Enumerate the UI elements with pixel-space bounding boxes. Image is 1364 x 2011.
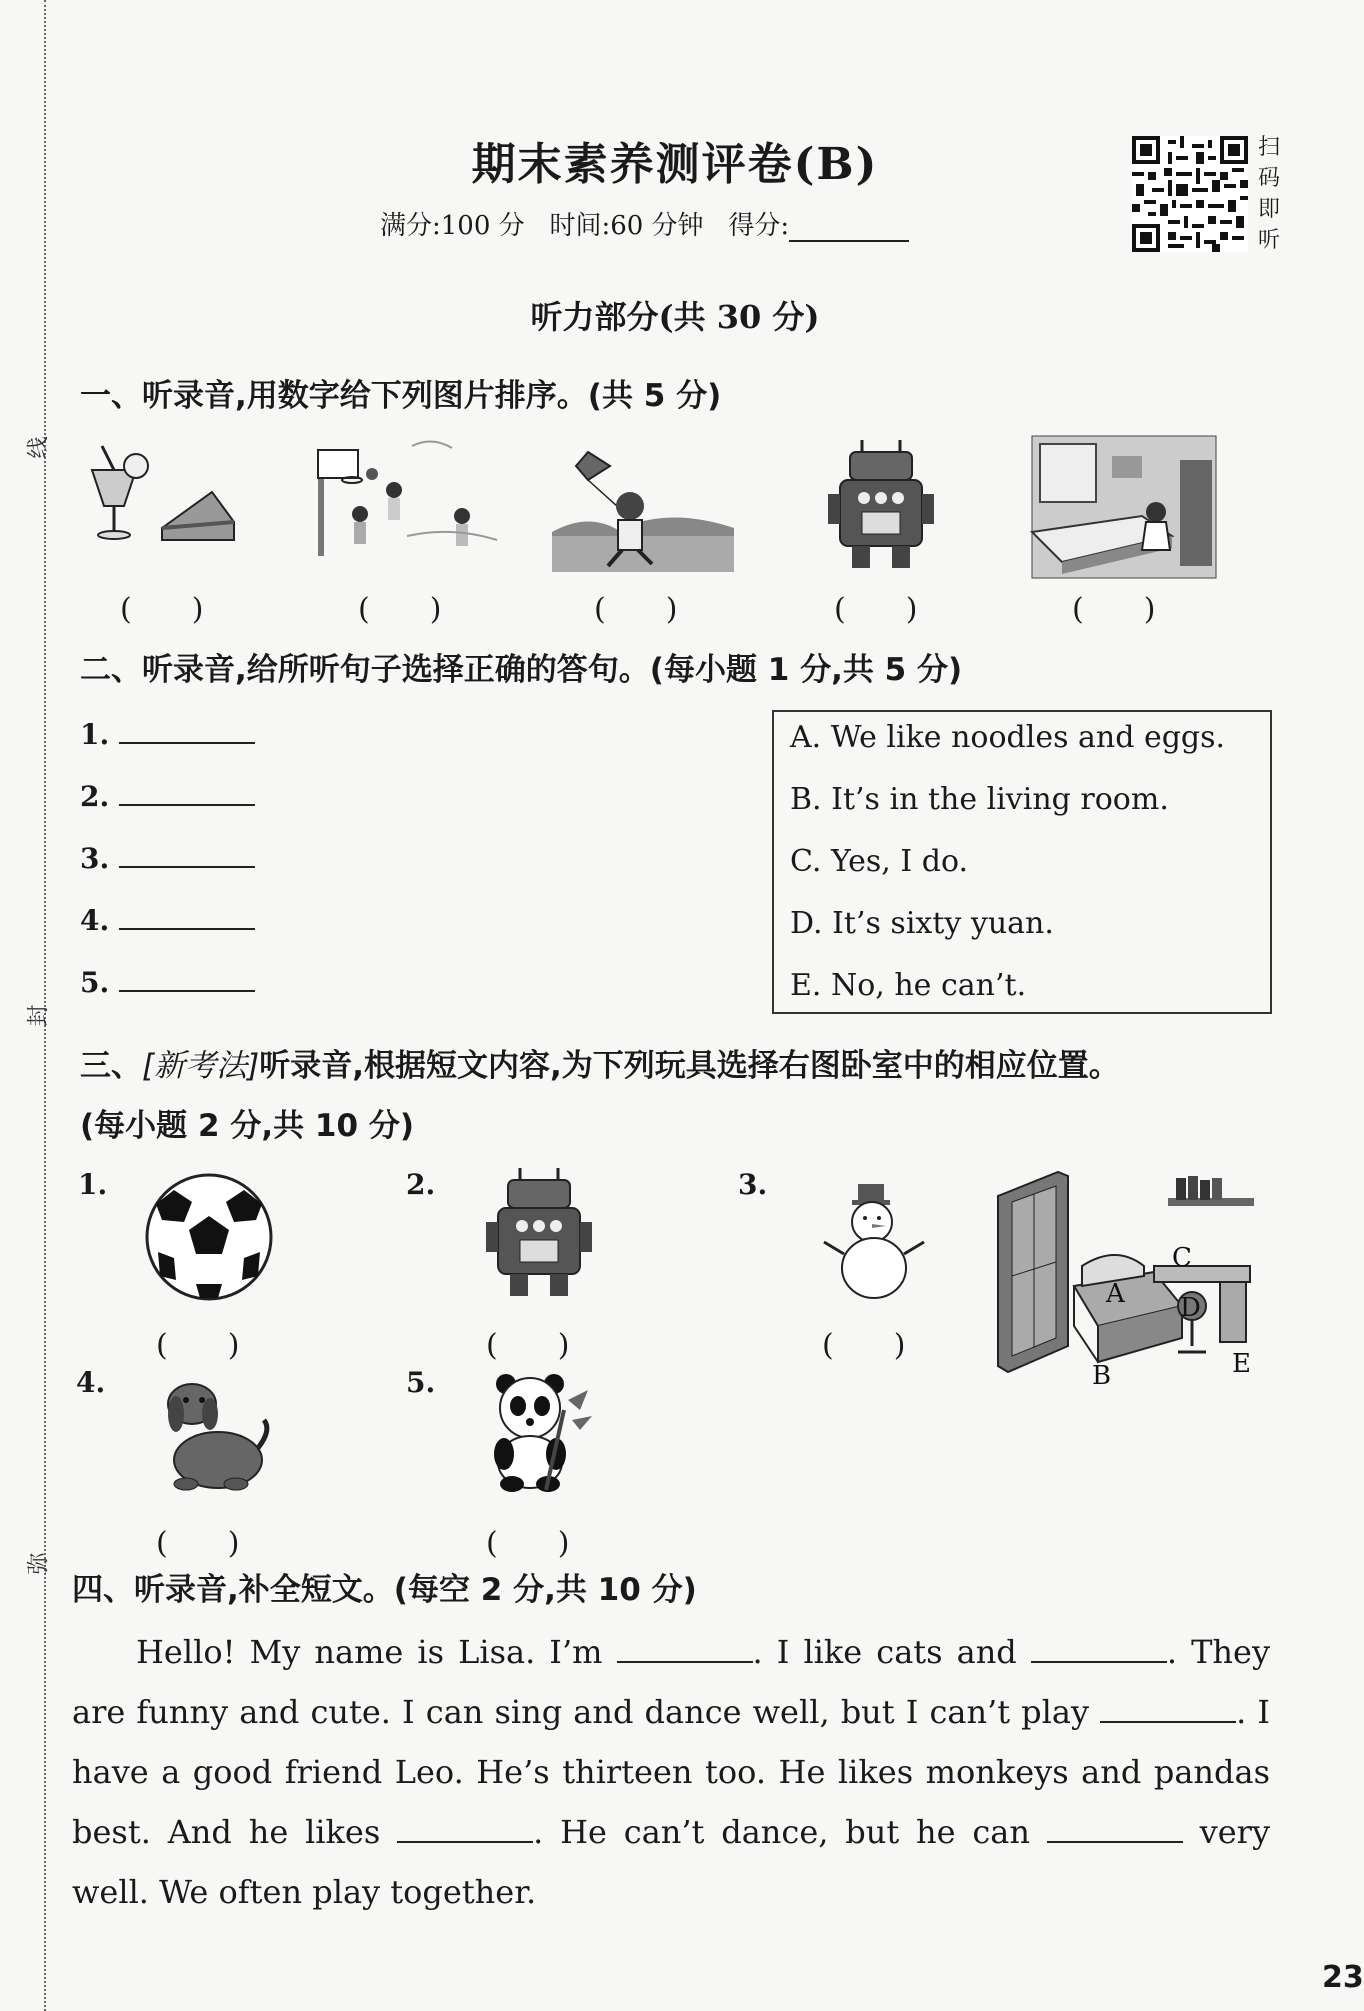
bedroom-girl-image [1032,436,1216,578]
q2-number: 5. [80,966,110,999]
q4-passage [72,1622,1270,1922]
q3-num-2: 2. [406,1168,436,1201]
q1-answer-4[interactable]: ( ) [834,592,918,627]
q1-heading: 一、听录音,用数字给下列图片排序。(共 5 分) [80,378,722,414]
passage-part-5: . He can’t dance, but he can [533,1813,1030,1851]
q2-number: 3. [80,842,110,875]
section-title: 听力部分(共 30 分) [530,298,820,336]
score-label: 得分: [728,211,790,241]
q2-number: 1. [80,718,110,751]
passage-blank-3[interactable] [1100,1693,1236,1723]
q2-blank[interactable] [119,742,255,744]
robot-toy-icon [484,1166,594,1306]
soccer-ball-icon [144,1172,274,1302]
bedroom-label-c: C [1172,1243,1192,1273]
q1-answer-2[interactable]: ( ) [358,592,442,627]
q2-blank[interactable] [119,866,255,868]
bedroom-label-d: D [1180,1293,1201,1323]
passage-part-2: . I like cats and [752,1633,1017,1671]
q3-num-1: 1. [78,1168,108,1201]
q3-heading [80,1040,1280,1085]
q3-answer-3[interactable]: ( ) [822,1328,906,1363]
q2-blank[interactable] [119,990,255,992]
q2-item-2 [80,780,255,813]
score-blank[interactable] [789,216,909,242]
q2-item-5 [80,966,255,999]
page-number: 23 [1322,1960,1364,1995]
passage-part-1: Hello! My name is Lisa. I’m [136,1633,603,1671]
q1-answer-1[interactable]: ( ) [120,592,204,627]
q2-option-d: D. It’s sixty yuan. [790,906,1054,941]
q3-prefix: 三、 [80,1048,142,1084]
bedroom-positions-image [994,1166,1264,1391]
panda-toy-icon [484,1370,594,1494]
q2-blank[interactable] [119,928,255,930]
passage-blank-2[interactable] [1031,1633,1167,1663]
q2-item-3 [80,842,255,875]
qr-code-icon[interactable] [1132,136,1248,252]
time-limit: 时间:60 分钟 [549,211,704,241]
page-title: 期末素养测评卷(B) [471,139,879,190]
basketball-kids-image [312,436,502,566]
q3-answer-1[interactable]: ( ) [156,1328,240,1363]
q2-option-c: C. Yes, I do. [790,844,969,879]
q3-heading-text: 听录音,根据短文内容,为下列玩具选择右图卧室中的相应位置。 [259,1048,1120,1084]
side-mark-xian: 线 [26,436,52,459]
q2-blank[interactable] [119,804,255,806]
passage-part-4: . I have a good friend Leo. He’s thirteen too. He likes monkeys and pandas best. And he likes [72,1693,1270,1851]
snowman-icon [820,1178,930,1308]
q2-item-4 [80,904,255,937]
bedroom-label-e: E [1232,1349,1251,1379]
passage-part-6: very well. We often play together. [72,1813,1271,1911]
passage-part-3: . They are funny and cute. I can sing and dance well, but I can’t play [72,1633,1271,1731]
full-score: 满分:100 分 [380,211,525,241]
passage-blank-5[interactable] [1047,1813,1183,1843]
new-method-tag: [新考法] [142,1048,260,1084]
q3-num-5: 5. [406,1366,436,1399]
q2-option-e: E. No, he can’t. [790,968,1027,1003]
exam-meta [380,205,909,242]
q3-num-4: 4. [76,1366,106,1399]
q2-option-a: A. We like noodles and eggs. [790,720,1226,755]
q2-number: 2. [80,780,110,813]
q1-answer-3[interactable]: ( ) [594,592,678,627]
dog-toy-icon [152,1370,276,1494]
passage-blank-4[interactable] [397,1813,533,1843]
robot-image [826,438,936,578]
side-mark-feng: 封 [26,1004,52,1027]
drink-and-sandwich-image [84,440,244,560]
q3-subheading: (每小题 2 分,共 10 分) [80,1108,414,1144]
q4-heading: 四、听录音,补全短文。(每空 2 分,共 10 分) [72,1572,697,1608]
q2-item-1 [80,718,255,751]
q1-answer-5[interactable]: ( ) [1072,592,1156,627]
bedroom-label-b: B [1092,1361,1112,1391]
passage-blank-1[interactable] [617,1633,753,1663]
qr-caption: 扫码即听 [1257,135,1280,253]
q2-number: 4. [80,904,110,937]
q3-answer-2[interactable]: ( ) [486,1328,570,1363]
bedroom-label-a: A [1106,1279,1125,1309]
q2-heading: 二、听录音,给所听句子选择正确的答句。(每小题 1 分,共 5 分) [80,652,963,688]
q2-option-b: B. It’s in the living room. [790,782,1169,817]
q3-num-3: 3. [738,1168,768,1201]
side-mark-mi: 弥 [26,1552,52,1575]
q3-answer-5[interactable]: ( ) [486,1526,570,1561]
kite-boy-image [548,446,738,576]
q3-answer-4[interactable]: ( ) [156,1526,240,1561]
